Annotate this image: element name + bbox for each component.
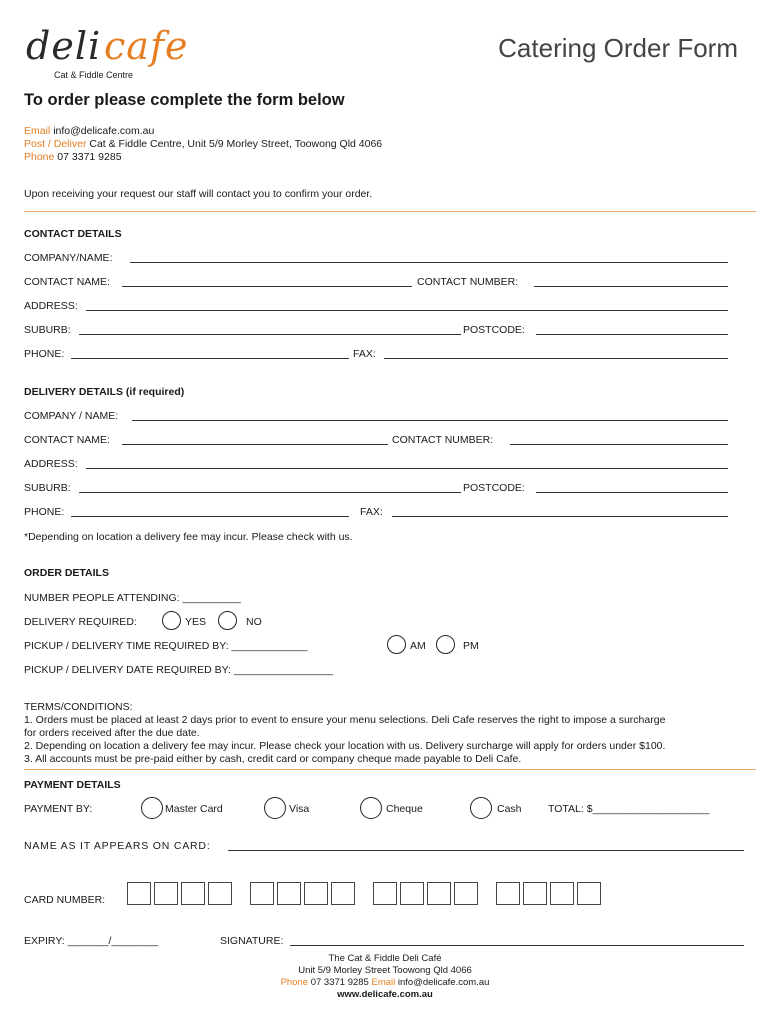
cheque-radio[interactable] (360, 797, 382, 819)
people-attending[interactable]: NUMBER PEOPLE ATTENDING: __________ (24, 592, 241, 604)
contact-fax-field[interactable] (384, 358, 728, 359)
delivery-postcode-field[interactable] (536, 492, 728, 493)
card-digit-box[interactable] (277, 882, 301, 905)
delivery-no-label: NO (246, 616, 262, 628)
signature-field[interactable] (290, 945, 744, 946)
delivery-number-field[interactable] (510, 444, 728, 445)
form-title: Catering Order Form (498, 33, 738, 63)
terms-line-1b: for orders received after the due date. (24, 727, 200, 739)
card-digit-box[interactable] (427, 882, 451, 905)
card-digit-box[interactable] (550, 882, 574, 905)
phone-line (24, 151, 122, 163)
expiry-field[interactable]: EXPIRY: _______/________ (24, 935, 159, 947)
card-digit-box[interactable] (523, 882, 547, 905)
footer-address: Unit 5/9 Morley Street Toowong Qld 4066 (298, 965, 472, 976)
contact-name-field[interactable] (122, 286, 412, 287)
notice-text: Upon receiving your request our staff will contact you to confirm your order. (24, 188, 373, 200)
date-required[interactable]: PICKUP / DELIVERY DATE REQUIRED BY: _________________ (24, 664, 334, 676)
payment-by-label: PAYMENT BY: (24, 803, 93, 815)
footer-phone-value: 07 3371 9285 (310, 977, 369, 988)
delivery-suburb-label: SUBURB: (24, 482, 71, 494)
delivery-required-label: DELIVERY REQUIRED: (24, 616, 137, 628)
delivery-company-label: COMPANY / NAME: (24, 410, 119, 422)
contact-suburb-field[interactable] (79, 334, 461, 335)
terms-line-3: 3. All accounts must be pre-paid either by cash, credit card or company cheque made payable to Deli Cafe. (24, 753, 522, 765)
footer-email-label: Email (371, 977, 396, 988)
card-digit-box[interactable] (373, 882, 397, 905)
contact-phone-label: PHONE: (24, 348, 65, 360)
phone-label: Phone (24, 151, 55, 163)
card-digit-box[interactable] (304, 882, 328, 905)
contact-name-label: CONTACT NAME: (24, 276, 110, 288)
card-digit-box[interactable] (331, 882, 355, 905)
contact-suburb-label: SUBURB: (24, 324, 71, 336)
footer-website[interactable]: www.delicafe.com.au (337, 989, 433, 1000)
master-card-label: Master Card (165, 803, 223, 815)
delivery-name-label: CONTACT NAME: (24, 434, 110, 446)
delivery-postcode-label: POSTCODE: (463, 482, 525, 494)
delivery-address-field[interactable] (86, 468, 728, 469)
pm-radio[interactable] (436, 635, 455, 654)
terms-line-1: 1. Orders must be placed at least 2 days prior to event to ensure your menu selections. Deli Cafe reserves the right to impose a surcharge (24, 714, 666, 726)
card-digit-box[interactable] (250, 882, 274, 905)
contact-number-field[interactable] (534, 286, 728, 287)
card-digit-box[interactable] (577, 882, 601, 905)
terms-title: TERMS/CONDITIONS: (24, 701, 133, 713)
card-number-label: CARD NUMBER: (24, 894, 106, 906)
card-digit-box[interactable] (181, 882, 205, 905)
am-radio[interactable] (387, 635, 406, 654)
visa-radio[interactable] (264, 797, 286, 819)
delivery-address-label: ADDRESS: (24, 458, 78, 470)
footer-email-value[interactable]: info@delicafe.com.au (397, 977, 490, 988)
delivery-fee-note: *Depending on location a delivery fee may incur. Please check with us. (24, 531, 353, 543)
name-on-card-label: NAME AS IT APPEARS ON CARD: (24, 840, 211, 852)
delivery-name-field[interactable] (122, 444, 388, 445)
delivery-company-field[interactable] (132, 420, 728, 421)
visa-label: Visa (289, 803, 310, 815)
delivery-phone-label: PHONE: (24, 506, 65, 518)
delivery-section-title: DELIVERY DETAILS (if required) (24, 386, 185, 398)
card-digit-box[interactable] (400, 882, 424, 905)
card-digit-box[interactable] (454, 882, 478, 905)
delivery-yes-label: YES (185, 616, 207, 628)
contact-address-field[interactable] (86, 310, 728, 311)
logo-deli: deli (26, 24, 102, 68)
delivery-fax-field[interactable] (392, 516, 728, 517)
signature-label: SIGNATURE: (220, 935, 284, 947)
card-digit-box[interactable] (127, 882, 151, 905)
post-line (24, 138, 382, 150)
delivery-number-label: CONTACT NUMBER: (392, 434, 494, 446)
page-heading: To order please complete the form below (24, 91, 345, 109)
contact-section-title: CONTACT DETAILS (24, 228, 122, 240)
time-required[interactable]: PICKUP / DELIVERY TIME REQUIRED BY: _____________ (24, 640, 308, 652)
card-digit-box[interactable] (154, 882, 178, 905)
post-value: Cat & Fiddle Centre, Unit 5/9 Morley Street, Toowong Qld 4066 (89, 138, 383, 150)
payment-section-title: PAYMENT DETAILS (24, 779, 121, 791)
name-on-card-field[interactable] (228, 850, 744, 851)
cheque-label: Cheque (386, 803, 423, 815)
post-label: Post / Deliver (24, 138, 87, 150)
delivery-suburb-field[interactable] (79, 492, 461, 493)
divider (24, 769, 756, 770)
delivery-fax-label: FAX: (360, 506, 383, 518)
divider (24, 211, 756, 212)
footer (0, 953, 770, 1001)
contact-address-label: ADDRESS: (24, 300, 78, 312)
cash-radio[interactable] (470, 797, 492, 819)
card-digit-box[interactable] (496, 882, 520, 905)
contact-company-label: COMPANY/NAME: (24, 252, 113, 264)
delivery-phone-field[interactable] (71, 516, 349, 517)
email-value[interactable]: info@delicafe.com.au (53, 125, 155, 137)
contact-phone-field[interactable] (71, 358, 349, 359)
cash-label: Cash (497, 803, 522, 815)
contact-fax-label: FAX: (353, 348, 376, 360)
footer-phone-label: Phone (280, 977, 309, 988)
phone-value: 07 3371 9285 (57, 151, 122, 163)
footer-contact (0, 977, 770, 989)
logo-cafe: cafe (104, 24, 189, 68)
total-field[interactable]: TOTAL: $____________________ (548, 803, 710, 815)
logo (26, 18, 196, 84)
contact-postcode-field[interactable] (536, 334, 728, 335)
logo-subtitle: Cat & Fiddle Centre (54, 70, 134, 80)
email-label: Email (24, 125, 51, 137)
am-label: AM (410, 640, 426, 652)
master-card-radio[interactable] (141, 797, 163, 819)
contact-company-field[interactable] (130, 262, 728, 263)
contact-postcode-label: POSTCODE: (463, 324, 525, 336)
card-digit-box[interactable] (208, 882, 232, 905)
order-section-title: ORDER DETAILS (24, 567, 109, 579)
delivery-yes-radio[interactable] (162, 611, 181, 630)
delivery-no-radio[interactable] (218, 611, 237, 630)
terms-line-2: 2. Depending on location a delivery fee may incur. Please check your location with us. Delivery surcharge will apply for orders under $100. (24, 740, 666, 752)
pm-label: PM (463, 640, 479, 652)
contact-number-label: CONTACT NUMBER: (417, 276, 519, 288)
email-line (24, 125, 154, 137)
footer-name: The Cat & Fiddle Deli Café (328, 953, 442, 964)
